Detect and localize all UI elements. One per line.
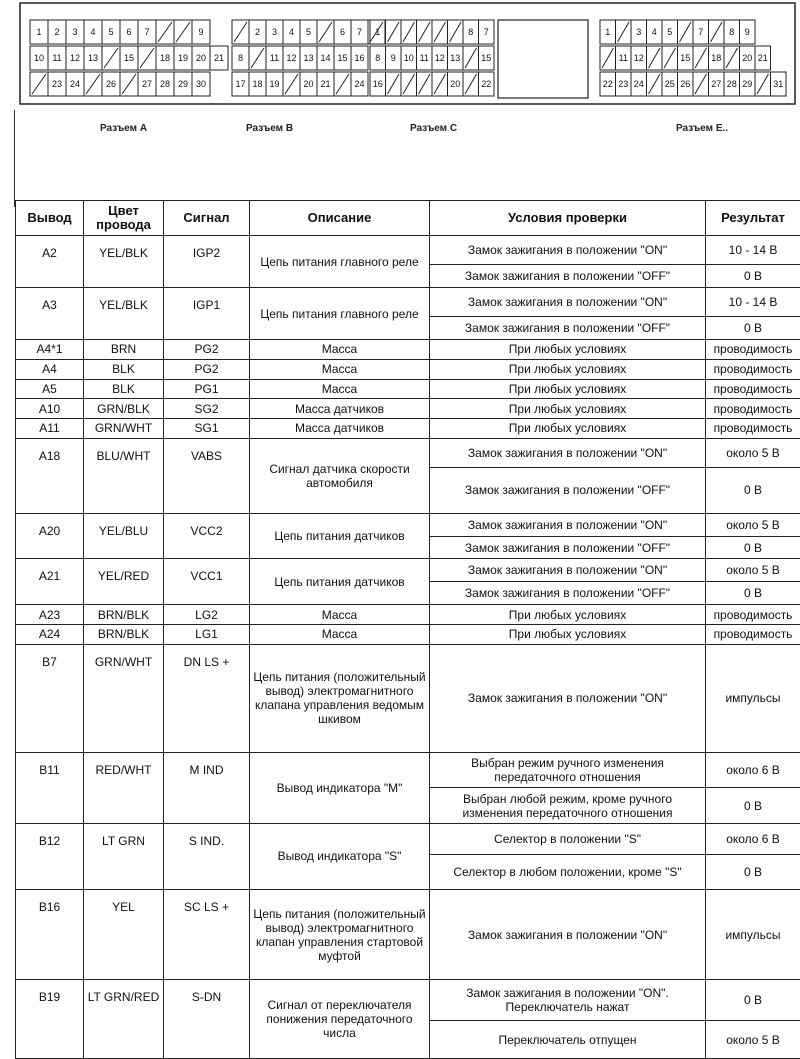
signal-cell: IGP2 xyxy=(164,236,250,288)
pin-number: 31 xyxy=(773,79,784,89)
pin-cell: A21 xyxy=(16,559,84,605)
result-cell: проводимость xyxy=(706,419,800,439)
table-row xyxy=(16,752,800,787)
wire-color-cell: YEL xyxy=(84,890,164,979)
result-cell: 0 В xyxy=(706,467,800,513)
condition-cell: Замок зажигания в положении "ON" xyxy=(430,236,706,265)
result-cell: импульсы xyxy=(706,644,800,752)
pin-cell: B16 xyxy=(16,890,84,979)
pin-number: 13 xyxy=(87,53,99,63)
pin-number: 23 xyxy=(51,79,63,89)
pin-number: 18 xyxy=(711,53,722,63)
description-cell: Масса xyxy=(250,605,430,625)
pin-number: 11 xyxy=(269,53,280,63)
pin-number: 26 xyxy=(680,79,691,89)
wire-color-cell: BLK xyxy=(84,379,164,399)
pin-number: 20 xyxy=(195,53,207,63)
wire-color-cell: BRN xyxy=(84,340,164,360)
wire-color-cell: BRN/BLK xyxy=(84,624,164,644)
table-row xyxy=(16,823,800,854)
description-cell: Масса xyxy=(250,379,430,399)
pin-cell: A10 xyxy=(16,399,84,419)
pin-number: 2 xyxy=(254,27,261,37)
pin-cell: A5 xyxy=(16,379,84,399)
signal-cell: M IND xyxy=(164,752,250,823)
table-header-row xyxy=(16,201,800,236)
condition-cell: Замок зажигания в положении "OFF" xyxy=(430,536,706,559)
condition-cell: Выбран любой режим, кроме ручного изменения передаточного отношения xyxy=(430,788,706,823)
description-cell: Сигнал датчика скорости автомобиля xyxy=(250,438,430,513)
pin-number: 12 xyxy=(434,53,445,63)
signal-cell: SG2 xyxy=(164,399,250,419)
pin-number: 20 xyxy=(303,79,314,89)
margin-line xyxy=(14,110,15,207)
pin-number: 8 xyxy=(468,27,474,37)
signal-cell: PG2 xyxy=(164,359,250,379)
signal-cell: PG2 xyxy=(164,340,250,360)
pin-number: 21 xyxy=(213,53,225,63)
description-cell: Цепь питания (положительный вывод) электромагнитного клапан управления стартовой муфтой xyxy=(250,890,430,979)
result-cell: около 5 В xyxy=(706,438,800,467)
wire-color-cell: YEL/BLU xyxy=(84,513,164,559)
condition-cell: Замок зажигания в положении "OFF" xyxy=(430,265,706,288)
pin-number: 3 xyxy=(271,27,278,37)
table-row xyxy=(16,288,800,317)
pin-number: 24 xyxy=(69,79,81,89)
result-cell: около 5 В xyxy=(706,559,800,582)
pin-number: 20 xyxy=(450,79,461,89)
pin-number: 9 xyxy=(390,53,396,63)
pin-number: 22 xyxy=(602,79,613,89)
pin-cell: A2 xyxy=(16,236,84,288)
description-cell: Цепь питания датчиков xyxy=(250,559,430,605)
condition-cell: При любых условиях xyxy=(430,605,706,625)
pin-number: 5 xyxy=(667,27,673,37)
condition-cell: При любых условиях xyxy=(430,340,706,360)
result-cell: 0 В xyxy=(706,536,800,559)
wire-color-cell: BRN/BLK xyxy=(84,605,164,625)
pin-number: 19 xyxy=(177,53,189,63)
pin-number: 29 xyxy=(742,79,753,89)
pin-number: 9 xyxy=(744,27,750,37)
pin-number: 12 xyxy=(633,53,644,63)
pin-number: 30 xyxy=(195,79,207,89)
table-row xyxy=(16,624,800,644)
pin-number: 11 xyxy=(419,53,429,63)
table-row xyxy=(16,340,800,360)
pin-number: 6 xyxy=(339,27,346,37)
wire-color-cell: BLU/WHT xyxy=(84,438,164,513)
signal-cell: SC LS + xyxy=(164,890,250,979)
description-cell: Масса xyxy=(250,340,430,360)
pin-number: 13 xyxy=(303,53,314,63)
pin-number: 18 xyxy=(159,53,171,63)
pin-number: 18 xyxy=(252,79,263,89)
signal-cell: VCC2 xyxy=(164,513,250,559)
result-cell: проводимость xyxy=(706,399,800,419)
condition-cell: При любых условиях xyxy=(430,379,706,399)
table-row xyxy=(16,559,800,582)
wire-color-cell: YEL/BLK xyxy=(84,288,164,340)
header-wire-color: Цвет провода xyxy=(84,201,164,236)
pin-number: 1 xyxy=(605,27,611,37)
result-cell: проводимость xyxy=(706,379,800,399)
table-row xyxy=(16,438,800,467)
result-cell: 0 В xyxy=(706,317,800,340)
connector-a-label: Разъем A xyxy=(100,123,148,134)
pin-number: 28 xyxy=(159,79,171,89)
pin-number: 25 xyxy=(664,79,675,89)
pin-cell: A11 xyxy=(16,419,84,439)
signal-cell: LG2 xyxy=(164,605,250,625)
condition-cell: Селектор в любом положении, кроме "S" xyxy=(430,854,706,889)
connector-diagram xyxy=(0,0,800,205)
table-row xyxy=(16,890,800,979)
condition-cell: При любых условиях xyxy=(430,624,706,644)
pin-cell: B7 xyxy=(16,644,84,752)
header-result: Результат xyxy=(706,201,800,236)
pin-cell: A24 xyxy=(16,624,84,644)
condition-cell: Замок зажигания в положении "ON" xyxy=(430,559,706,582)
condition-cell: Замок зажигания в положении "OFF" xyxy=(430,582,706,605)
signal-cell: DN LS + xyxy=(164,644,250,752)
pin-number: 12 xyxy=(286,53,297,63)
condition-cell: Селектор в положении "S" xyxy=(430,823,706,854)
pin-number: 22 xyxy=(481,79,492,89)
condition-cell: Выбран режим ручного изменения передаточного отношения xyxy=(430,752,706,787)
connector-c-label: Разъем C xyxy=(410,123,458,134)
result-cell: около 5 В xyxy=(706,1021,800,1059)
pin-cell: A4 xyxy=(16,359,84,379)
pin-number: 4 xyxy=(90,27,96,37)
result-cell: 0 В xyxy=(706,854,800,889)
pin-number: 15 xyxy=(337,53,348,63)
pin-number: 23 xyxy=(618,79,629,89)
pin-number: 19 xyxy=(269,79,280,89)
header-signal: Сигнал xyxy=(164,201,250,236)
header-conditions: Условия проверки xyxy=(430,201,706,236)
wire-color-cell: BLK xyxy=(84,359,164,379)
condition-cell: Замок зажигания в положении "OFF" xyxy=(430,467,706,513)
pin-number: 8 xyxy=(237,53,244,63)
signal-cell: S IND. xyxy=(164,823,250,890)
result-cell: 10 - 14 В xyxy=(706,236,800,265)
pinout-table xyxy=(15,200,800,1059)
description-cell: Масса xyxy=(250,624,430,644)
pin-number: 9 xyxy=(198,27,204,37)
table-row xyxy=(16,979,800,1021)
result-cell: 0 В xyxy=(706,582,800,605)
table-row xyxy=(16,419,800,439)
result-cell: 0 В xyxy=(706,979,800,1021)
table-row xyxy=(16,644,800,752)
signal-cell: LG1 xyxy=(164,624,250,644)
table-row xyxy=(16,379,800,399)
signal-cell: VABS xyxy=(164,438,250,513)
table-row xyxy=(16,399,800,419)
result-cell: проводимость xyxy=(706,605,800,625)
pin-number: 16 xyxy=(372,79,383,89)
pin-number: 14 xyxy=(320,53,331,63)
pin-cell: A18 xyxy=(16,438,84,513)
result-cell: 0 В xyxy=(706,265,800,288)
pin-number: 15 xyxy=(481,53,492,63)
pin-number: 8 xyxy=(375,53,381,63)
pin-cell: A3 xyxy=(16,288,84,340)
pin-number: 21 xyxy=(320,79,331,89)
pin-number: 4 xyxy=(651,27,657,37)
condition-cell: Замок зажигания в положении "ON" xyxy=(430,513,706,536)
pin-cell: B11 xyxy=(16,752,84,823)
condition-cell: Замок зажигания в положении "ON" xyxy=(430,890,706,979)
result-cell: проводимость xyxy=(706,340,800,360)
signal-cell: PG1 xyxy=(164,379,250,399)
pin-number: 7 xyxy=(698,27,704,37)
condition-cell: Переключатель отпущен xyxy=(430,1021,706,1059)
pin-number: 17 xyxy=(235,79,246,89)
description-cell: Цепь питания главного реле xyxy=(250,236,430,288)
pin-number: 21 xyxy=(757,53,768,63)
pin-number: 27 xyxy=(141,79,153,89)
result-cell: около 6 В xyxy=(706,823,800,854)
pin-number: 20 xyxy=(742,53,753,63)
condition-cell: Замок зажигания в положении "ON" xyxy=(430,288,706,317)
result-cell: около 6 В xyxy=(706,752,800,787)
connector-b-label: Разъем B xyxy=(246,123,294,134)
pin-cell: B19 xyxy=(16,979,84,1058)
description-cell: Сигнал от переключателя понижения передаточного числа xyxy=(250,979,430,1058)
condition-cell: При любых условиях xyxy=(430,399,706,419)
pin-number: 6 xyxy=(126,27,132,37)
signal-cell: VCC1 xyxy=(164,559,250,605)
table-row xyxy=(16,236,800,265)
pin-number: 5 xyxy=(108,27,114,37)
pin-cell: A20 xyxy=(16,513,84,559)
pin-number: 1 xyxy=(375,27,381,37)
wire-color-cell: YEL/RED xyxy=(84,559,164,605)
signal-cell: SG1 xyxy=(164,419,250,439)
pin-number: 3 xyxy=(72,27,78,37)
condition-cell: При любых условиях xyxy=(430,419,706,439)
pin-number: 27 xyxy=(711,79,722,89)
pin-cell: A4*1 xyxy=(16,340,84,360)
pin-number: 10 xyxy=(33,53,45,63)
result-cell: около 5 В xyxy=(706,513,800,536)
pin-number: 12 xyxy=(69,53,81,63)
wire-color-cell: LT GRN/RED xyxy=(84,979,164,1058)
wire-color-cell: GRN/WHT xyxy=(84,419,164,439)
pin-number: 11 xyxy=(618,53,628,63)
connector-e-label: Разъем E.. xyxy=(676,123,729,134)
condition-cell: Замок зажигания в положении "ON" xyxy=(430,438,706,467)
table-row xyxy=(16,605,800,625)
pin-number: 11 xyxy=(52,53,62,63)
pin-number: 5 xyxy=(305,27,312,37)
pin-number: 7 xyxy=(483,27,489,37)
pin-number: 29 xyxy=(177,79,189,89)
description-cell: Масса xyxy=(250,359,430,379)
pin-number: 15 xyxy=(680,53,691,63)
pin-number: 15 xyxy=(123,53,135,63)
condition-cell: Замок зажигания в положении "ON" xyxy=(430,644,706,752)
header-description: Описание xyxy=(250,201,430,236)
pin-number: 2 xyxy=(54,27,60,37)
wire-color-cell: RED/WHT xyxy=(84,752,164,823)
pin-number: 16 xyxy=(354,53,365,63)
pin-number: 10 xyxy=(403,53,414,63)
result-cell: проводимость xyxy=(706,359,800,379)
condition-cell: Замок зажигания в положении "OFF" xyxy=(430,317,706,340)
wire-color-cell: GRN/BLK xyxy=(84,399,164,419)
description-cell: Масса датчиков xyxy=(250,419,430,439)
table-row xyxy=(16,513,800,536)
result-cell: 0 В xyxy=(706,788,800,823)
wire-color-cell: LT GRN xyxy=(84,823,164,890)
pin-number: 8 xyxy=(729,27,735,37)
description-cell: Вывод индикатора "М" xyxy=(250,752,430,823)
signal-cell: S-DN xyxy=(164,979,250,1058)
pin-cell: A23 xyxy=(16,605,84,625)
pin-number: 1 xyxy=(36,27,42,37)
pin-number: 4 xyxy=(288,27,295,37)
description-cell: Цепь питания главного реле xyxy=(250,288,430,340)
pin-number: 24 xyxy=(633,79,644,89)
wire-color-cell: YEL/BLK xyxy=(84,236,164,288)
pin-number: 24 xyxy=(354,79,365,89)
pin-number: 28 xyxy=(726,79,737,89)
result-cell: проводимость xyxy=(706,624,800,644)
description-cell: Цепь питания (положительный вывод) электромагнитного клапана управления ведомым шкивом xyxy=(250,644,430,752)
description-cell: Масса датчиков xyxy=(250,399,430,419)
pin-cell: B12 xyxy=(16,823,84,890)
condition-cell: Замок зажигания в положении "ON". Переключатель нажат xyxy=(430,979,706,1021)
result-cell: импульсы xyxy=(706,890,800,979)
table-row xyxy=(16,359,800,379)
wire-color-cell: GRN/WHT xyxy=(84,644,164,752)
description-cell: Вывод индикатора "S" xyxy=(250,823,430,890)
description-cell: Цепь питания датчиков xyxy=(250,513,430,559)
pin-number: 7 xyxy=(356,27,363,37)
pin-number: 26 xyxy=(105,79,117,89)
pin-number: 7 xyxy=(144,27,150,37)
result-cell: 10 - 14 В xyxy=(706,288,800,317)
pin-number: 3 xyxy=(636,27,642,37)
pin-number: 13 xyxy=(450,53,461,63)
condition-cell: При любых условиях xyxy=(430,359,706,379)
header-pin: Вывод xyxy=(16,201,84,236)
signal-cell: IGP1 xyxy=(164,288,250,340)
